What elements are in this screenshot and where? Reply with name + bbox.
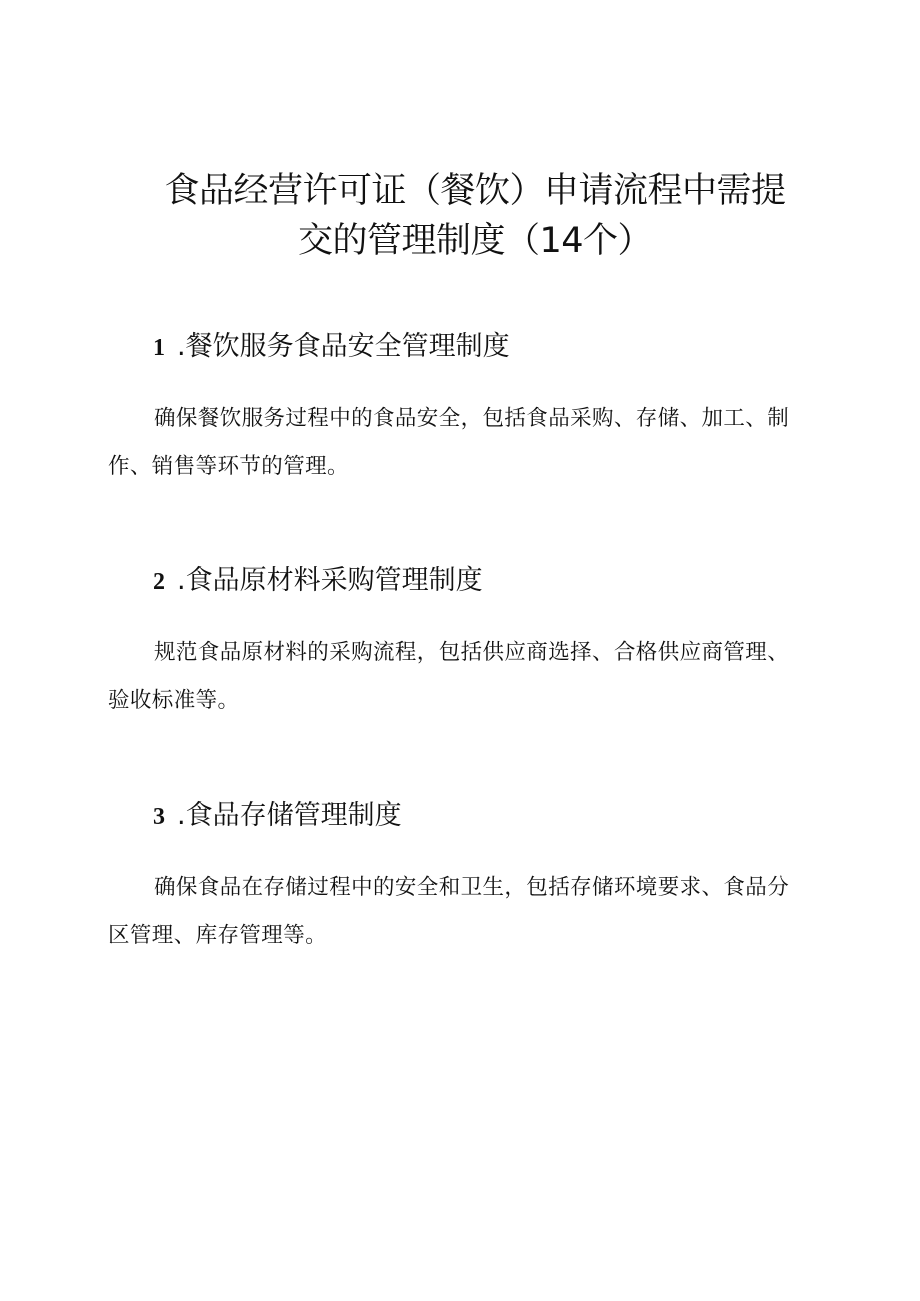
title-line-1: 食品经营许可证（餐饮）申请流程中需提 [164,171,786,211]
section-heading [153,329,510,366]
section-body: 确保食品在存储过程中的安全和卫生，包括存储环境要求、食品分区管理、库存管理等。 [108,875,790,948]
section-number: 2 [153,569,165,595]
section-number: 3 [153,804,165,830]
section-number: 1 [153,335,165,361]
section-heading-text: .食品原材料采购管理制度 [177,565,483,596]
section-body: 规范食品原材料的采购流程，包括供应商选择、合格供应商管理、验收标准等。 [108,640,790,713]
section-heading-text: .餐饮服务食品安全管理制度 [177,331,510,362]
section-heading [153,563,483,600]
page-title [140,166,810,266]
section-heading [153,798,402,835]
section-heading-text: .食品存储管理制度 [177,800,402,831]
title-line-2: 交的管理制度（14个） [297,221,653,261]
section-body: 确保餐饮服务过程中的食品安全，包括食品采购、存储、加工、制作、销售等环节的管理。 [108,406,790,479]
